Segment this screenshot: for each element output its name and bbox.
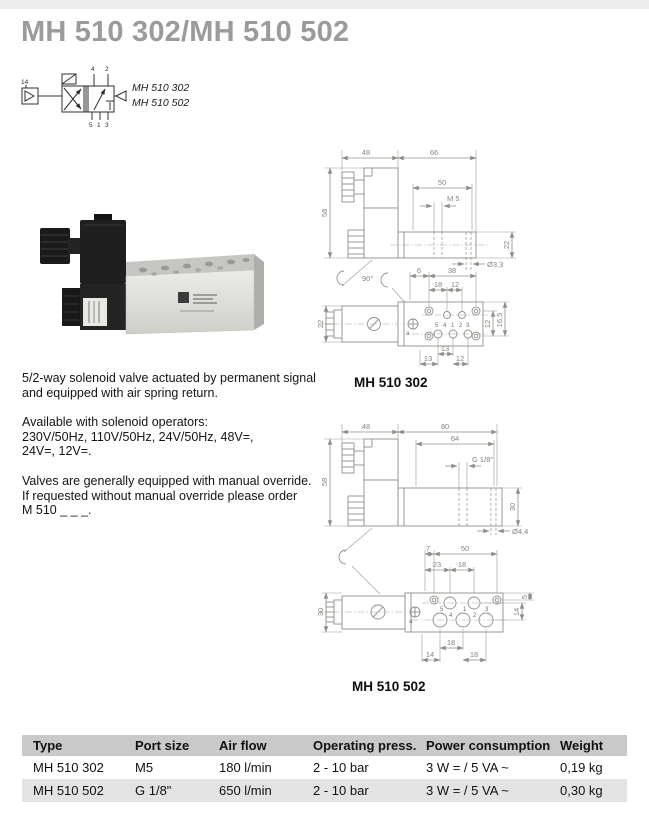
dim-label: 58: [320, 208, 329, 218]
port-number: 4: [443, 323, 447, 329]
dim-label: 30: [316, 607, 325, 617]
page-title: MH 510 302/MH 510 502: [21, 16, 350, 48]
port-3-label: 3: [105, 122, 109, 128]
dim-label: 13: [423, 354, 433, 363]
photo-solenoid-connector: [40, 214, 126, 284]
cell-port-size: M5: [135, 760, 154, 775]
photo-solenoid-body: [62, 284, 128, 330]
dim-label: 22: [502, 240, 511, 250]
override-label: a: [409, 619, 413, 625]
port-number: 3: [485, 607, 489, 613]
drawing1-caption: MH 510 302: [354, 375, 428, 390]
column-header-operating-press: Operating press.: [302, 735, 415, 756]
photo-rating-label: [83, 298, 107, 326]
dim-label: 30: [508, 502, 517, 512]
port-14-label: 14: [21, 79, 29, 86]
port-number: 5: [435, 323, 439, 329]
description-paragraph-1: [22, 371, 334, 400]
valve-circuit-symbol: [18, 58, 228, 128]
dim-label: 38: [447, 266, 457, 275]
port-number: 2: [473, 613, 477, 619]
dim-label: 18: [457, 560, 467, 569]
cell-air-flow: 180 l/min: [219, 760, 272, 775]
drawing2-top-view: [316, 544, 534, 662]
description-line: 230V/50Hz, 110V/50Hz, 24V/50Hz, 48V=,: [22, 429, 254, 444]
dim-label: 14: [425, 650, 435, 659]
cell-power-consumption: 3 W = / 5 VA ~: [426, 760, 509, 775]
page-top-strip: [0, 0, 649, 9]
dim-label: 18: [446, 638, 456, 647]
dimensional-drawing-mh510302: [316, 140, 649, 370]
description-line: Valves are generally equipped with manual override.: [22, 473, 312, 488]
dim-label: 22: [316, 319, 325, 329]
dim-label: 50: [437, 178, 447, 187]
dim-label: 12: [483, 319, 492, 329]
cell-weight: 0,19 kg: [560, 760, 603, 775]
dim-label: 64: [450, 434, 460, 443]
spec-table: [22, 735, 627, 802]
dim-label: 13: [440, 344, 450, 353]
port-number: 2: [459, 323, 463, 329]
description-paragraph-2: [22, 415, 334, 459]
port-number: 5: [440, 607, 444, 613]
dim-label: 7: [425, 544, 431, 553]
drawing2-caption: MH 510 502: [352, 679, 426, 694]
description-line: and equipped with air spring return.: [22, 385, 218, 400]
product-photo: [28, 212, 308, 367]
description: [22, 371, 334, 533]
dim-label: 18: [469, 650, 479, 659]
description-line: 24V=, 12V=.: [22, 444, 92, 459]
dim-label: 58: [320, 477, 329, 487]
port-5-label: 5: [89, 122, 93, 128]
table-row: [22, 779, 627, 802]
valve-body-symbol: [62, 74, 126, 120]
photo-brand-mark: [178, 292, 189, 303]
dim-label: 6: [416, 266, 422, 275]
dim-label: 12: [450, 280, 460, 289]
description-line: If requested without manual override please order: [22, 488, 298, 503]
pilot-symbol: [21, 79, 62, 104]
column-header-weight: Weight: [549, 735, 627, 756]
table-row: [22, 756, 627, 779]
symbol-label-302: MH 510 302: [132, 82, 190, 94]
rotation-label: 90°: [362, 274, 374, 283]
port-number: 3: [466, 323, 470, 329]
dimensional-drawing-mh510502: [316, 414, 649, 674]
description-line: M 510 _ _ _.: [22, 503, 92, 518]
cell-operating-press: 2 - 10 bar: [313, 760, 369, 775]
port-number: 1: [463, 607, 467, 613]
spring-return-symbol: [116, 91, 126, 101]
port-number: 1: [451, 323, 455, 329]
dim-label: 66: [429, 148, 439, 157]
description-paragraph-3: [22, 474, 334, 518]
dim-label: Ø4,4: [512, 527, 529, 536]
dim-label: 18: [433, 280, 443, 289]
drawing1-top-view: [316, 266, 509, 366]
dim-label: Ø3,3: [487, 260, 504, 269]
port-4-label: 4: [91, 66, 95, 73]
dim-label: 14: [512, 607, 521, 617]
symbol-label-502: MH 510 502: [132, 97, 190, 109]
column-header-air-flow: Air flow: [208, 735, 302, 756]
drawing2-side-view: [320, 422, 528, 552]
port-number: 4: [449, 613, 453, 619]
cell-air-flow: 650 l/min: [219, 783, 272, 798]
spec-table-header-row: [22, 735, 627, 756]
dim-label: 23: [432, 560, 442, 569]
dim-label: 48: [361, 148, 371, 157]
cell-type: MH 510 302: [33, 760, 104, 775]
dim-label: 50: [460, 544, 470, 553]
thread-label: G 1/8": [472, 455, 494, 464]
dim-label: 12: [455, 354, 465, 363]
photo-valve-body: [126, 254, 264, 334]
description-line: 5/2-way solenoid valve actuated by permanent signal: [22, 371, 316, 385]
cell-power-consumption: 3 W = / 5 VA ~: [426, 783, 509, 798]
port-2-label: 2: [105, 66, 109, 73]
cell-operating-press: 2 - 10 bar: [313, 783, 369, 798]
cell-port-size: G 1/8": [135, 783, 172, 798]
description-line: Available with solenoid operators:: [22, 415, 208, 430]
dim-label: 48: [361, 422, 371, 431]
override-label: a: [406, 331, 410, 337]
dim-label: 5: [520, 594, 529, 600]
column-header-power-consumption: Power consumption: [415, 735, 549, 756]
column-header-type: Type: [22, 735, 124, 756]
dim-label: 80: [440, 422, 450, 431]
cell-weight: 0,30 kg: [560, 783, 603, 798]
thread-label: M 5: [447, 194, 460, 203]
cell-type: MH 510 502: [33, 783, 104, 798]
dim-label: 16,5: [495, 312, 504, 328]
port-1-label: 1: [97, 122, 101, 128]
column-header-port-size: Port size: [124, 735, 208, 756]
